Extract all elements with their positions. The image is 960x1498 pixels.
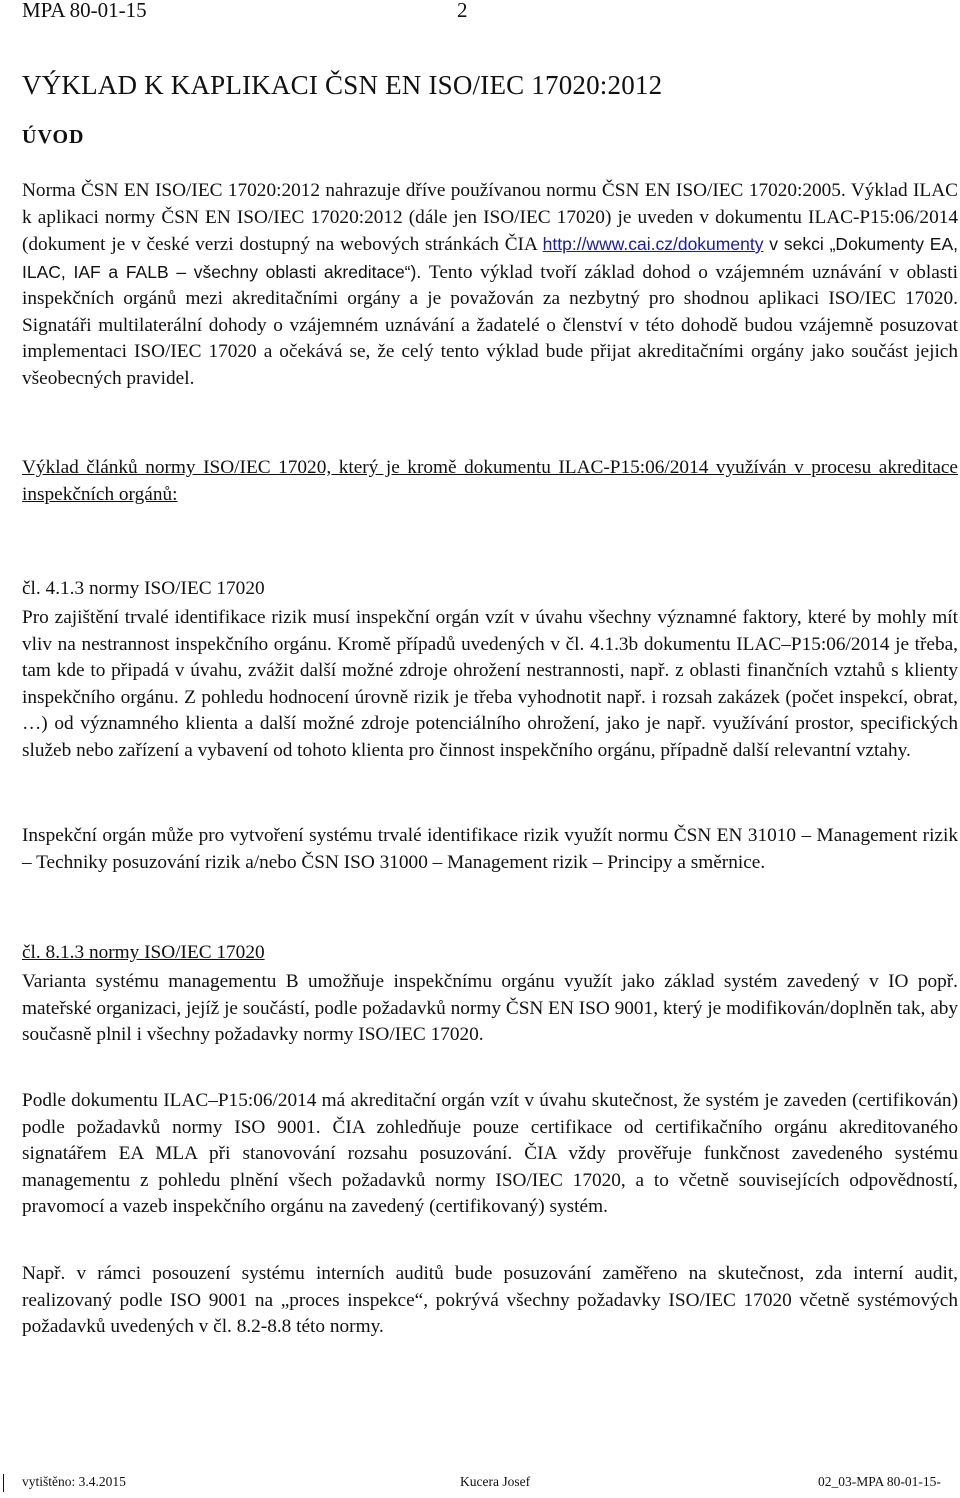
clause-413-paragraph-2: Inspekční orgán může pro vytvoření systému trvalé identifikace rizik využít normu ČSN EN 31010 – Management rizik – Techniky posuzování rizik a/nebo ČSN ISO 31000 – Management rizik – Principy a směrnice. bbox=[22, 825, 958, 873]
document-title: VÝKLAD K KAPLIKACI ČSN EN ISO/IEC 17020:2012 bbox=[22, 70, 663, 100]
cai-documents-link[interactable]: http://www.cai.cz/dokumenty bbox=[542, 234, 764, 254]
intro-text-c: Tento výklad tvoří základ dohod o vzájemném uznávání v oblasti inspekčních orgánů mezi akreditačními orgány a je považován za nezbytný pro shodnou aplikaci ISO/IEC 17020. Signatáři multilaterální dohody o vzájemném uznávání a žadatelé o členství v této dohodě budou vzájemně posuzovat implementaci ISO/IEC 17020 a očekává se, že celý tento výklad bude přijat akreditačními orgány jako součást jejich všeobecných pravidel. bbox=[22, 261, 958, 389]
clause-813-heading: čl. 8.1.3 normy ISO/IEC 17020 bbox=[22, 942, 265, 963]
clause-413-heading: čl. 4.1.3 normy ISO/IEC 17020 bbox=[22, 578, 265, 599]
clause-813-paragraph-2: Podle dokumentu ILAC–P15:06/2014 má akreditační orgán vzít v úvahu skutečnost, že systém je zaveden (certifikován) podle požadavků normy ISO 9001. ČIA zohledňuje pouze certifikace od certifikačního orgánu akreditovaného signatářem EA MLA při stanovování rozsahu posuzování. ČIA vždy prověřuje funkčnost zavedeného systému managementu z pohledu plnění všech požadavků normy ISO/IEC 17020, a to včetně souvisejících odpovědností, pravomocí a vazeb inspekčního orgánu na zavedený (certifikovaný) systém. bbox=[22, 1090, 958, 1217]
clause-813-paragraph-3: Např. v rámci posouzení systému interních auditů bude posuzování zaměřeno na skutečnost, zda interní audit, realizovaný podle ISO 9001 na „proces inspekce“, pokrývá všechny požadavky ISO/IEC 17020 včetně systémových požadavků uvedených v čl. 8.2-8.8 této normy. bbox=[22, 1263, 958, 1337]
clause-413-paragraph-1: Pro zajištění trvalé identifikace rizik musí inspekční orgán vzít v úvahu všechny významné faktory, které by mohly mít vliv na nestrannost inspekčního orgánu. Kromě případů uvedených v čl. 4.1.3b dokumentu ILAC–P15:06/2014 je třeba, tam kde to připadá v úvahu, zvážit další možné zdroje ohrožení nestrannosti, např. z oblasti finančních vztahů s klienty inspekčního orgánu. Z pohledu hodnocení úrovně rizik je třeba vyhodnotit např. i rozsah zakázek (počet inspekcí, obrat, …) od významného klienta a další možné zdroje potenciálního ohrožení, jako je např. využívání prostor, specifických služeb nebo zařízení a vybavení od tohoto klienta pro činnost inspekčního orgánu, případně další relevantní vztahy. bbox=[22, 607, 958, 761]
footer-printed-date: vytištěno: 3.4.2015 bbox=[22, 1474, 126, 1489]
footer-margin-bar bbox=[3, 1474, 4, 1492]
clause-813-paragraph-1: Varianta systému managementu B umožňuje inspekčnímu orgánu využít jako základ systém zavedený v IO popř. mateřské organizaci, jejíž je součástí, podle požadavků normy ČSN EN ISO 9001, který je modifikován/doplněn tak, aby současně plnil i všechny požadavky normy ISO/IEC 17020. bbox=[22, 971, 958, 1045]
header-page-number: 2 bbox=[457, 0, 468, 22]
scope-subheading: Výklad článků normy ISO/IEC 17020, který je kromě dokumentu ILAC-P15:06/2014 využíván v procesu akreditace inspekčních orgánů: bbox=[22, 457, 958, 505]
intro-heading: ÚVOD bbox=[22, 126, 85, 148]
footer-author: Kucera Josef bbox=[460, 1474, 531, 1489]
intro-paragraph bbox=[22, 178, 958, 392]
intro-text-b: v sekci „Dokumenty EA, ILAC, IAF a FALB – všechny oblasti akreditace“). bbox=[22, 234, 958, 282]
footer-filename: 02_03-MPA 80-01-15- bbox=[818, 1474, 941, 1489]
intro-text-a: Norma ČSN EN ISO/IEC 17020:2012 nahrazuje dříve používanou normu ČSN EN ISO/IEC 17020:2005. Výklad ILAC k aplikaci normy ČSN EN ISO/IEC 17020:2012 (dále jen ISO/IEC 17020) je uveden v dokumentu ILAC-P15:06/2014 (dokument je v české verzi dostupný na webových stránkách ČIA bbox=[22, 180, 958, 255]
header-doc-id: MPA 80-01-15 bbox=[22, 0, 147, 22]
